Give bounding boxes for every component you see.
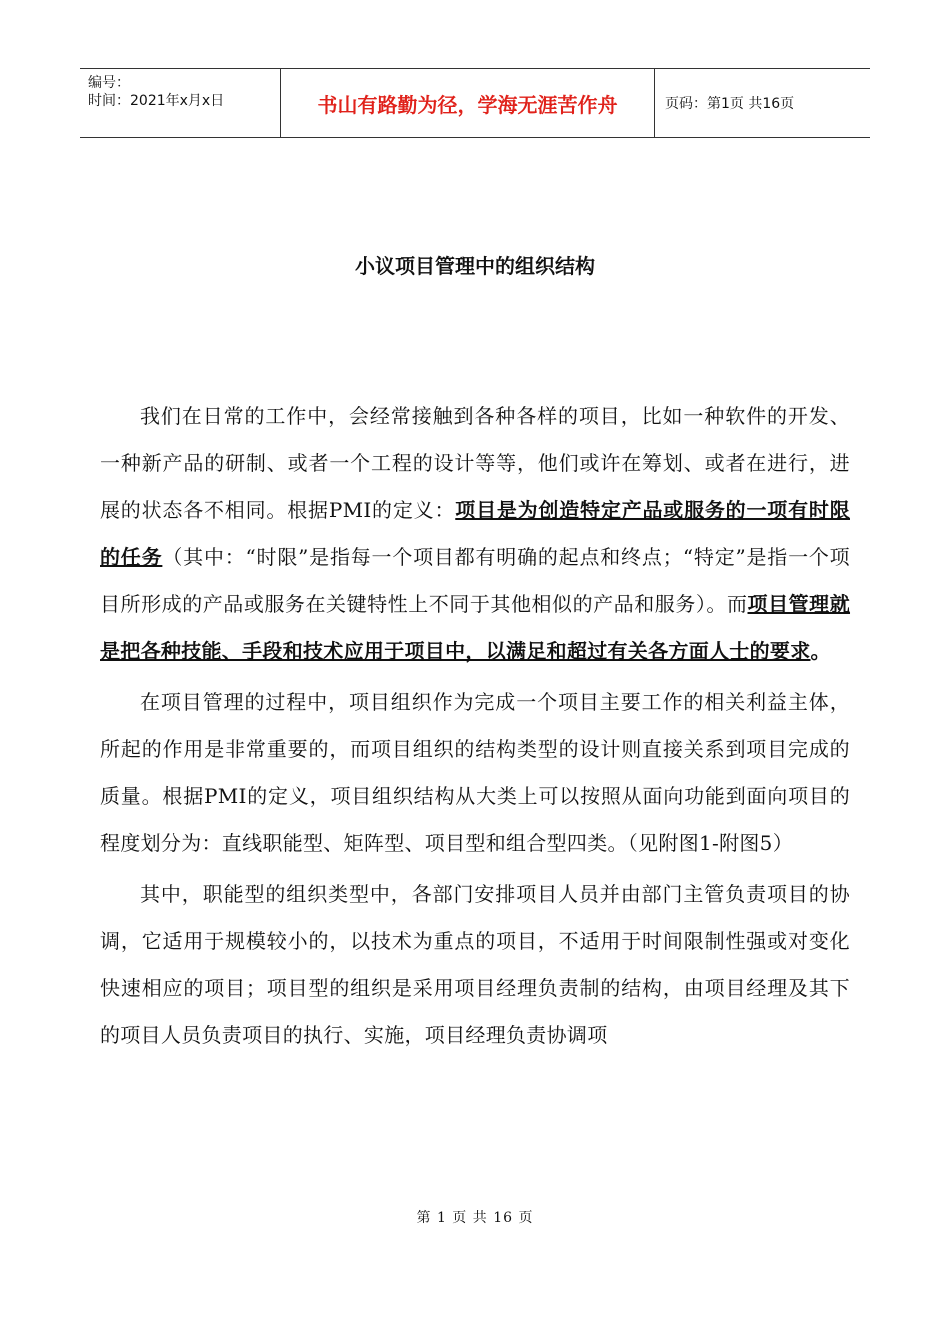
page-footer: 第 1 页 共 16 页 — [416, 1210, 534, 1226]
time-label: 时间：2021年x月x日 — [88, 93, 225, 109]
document-body — [100, 393, 850, 1063]
project-management-definition: 项目管理就是把各种技能、手段和技术应用于项目中，以满足和超过有关各方面人士的要求 — [100, 592, 851, 663]
header-motto-cell — [281, 69, 655, 137]
header-page-cell — [655, 69, 870, 137]
document-header — [80, 68, 870, 138]
paragraph-1-text-a: 我们在日常的工作中，会经常接触到各种各样的项目，比如一种软件的开发、一种新产品的研制、或者一个工程的设计等等，他们或许在筹划、或者在进行，进展的状态各不相同。根据PMI的定义： — [100, 404, 850, 522]
paragraph-1 — [100, 393, 850, 675]
page-info: 页码：第1页 共16页 — [665, 96, 795, 112]
document-title: 小议项目管理中的组织结构 — [355, 254, 595, 278]
paragraph-2: 在项目管理的过程中，项目组织作为完成一个项目主要工作的相关利益主体，所起的作用是非常重要的，而项目组织的结构类型的设计则直接关系到项目完成的质量。根据PMI的定义，项目组织结构从大类上可以按照从面向功能到面向项目的程度划分为：直线职能型、矩阵型、项目型和组合型四类。（见附图1-附图5） — [100, 690, 850, 855]
paragraph-1-text-b: （其中：“时限”是指每一个项目都有明确的起点和终点；“特定”是指一个项目所形成的产品或服务在关键特性上不同于其他相似的产品和服务）。而 — [100, 545, 850, 616]
number-label: 编号： — [88, 75, 130, 91]
header-meta-cell — [80, 69, 281, 137]
project-definition: 项目是为创造特定产品或服务的一项有时限的任务 — [100, 498, 850, 569]
paragraph-3: 其中，职能型的组织类型中，各部门安排项目人员并由部门主管负责项目的协调，它适用于规模较小的，以技术为重点的项目，不适用于时间限制性强或对变化快速相应的项目；项目型的组织是采用项目经理负责制的结构，由项目经理及其下的项目人员负责项目的执行、实施，项目经理负责协调项 — [100, 882, 850, 1047]
motto-text: 书山有路勤为径，学海无涯苦作舟 — [317, 92, 618, 117]
paragraph-1-end: 。 — [810, 639, 831, 663]
